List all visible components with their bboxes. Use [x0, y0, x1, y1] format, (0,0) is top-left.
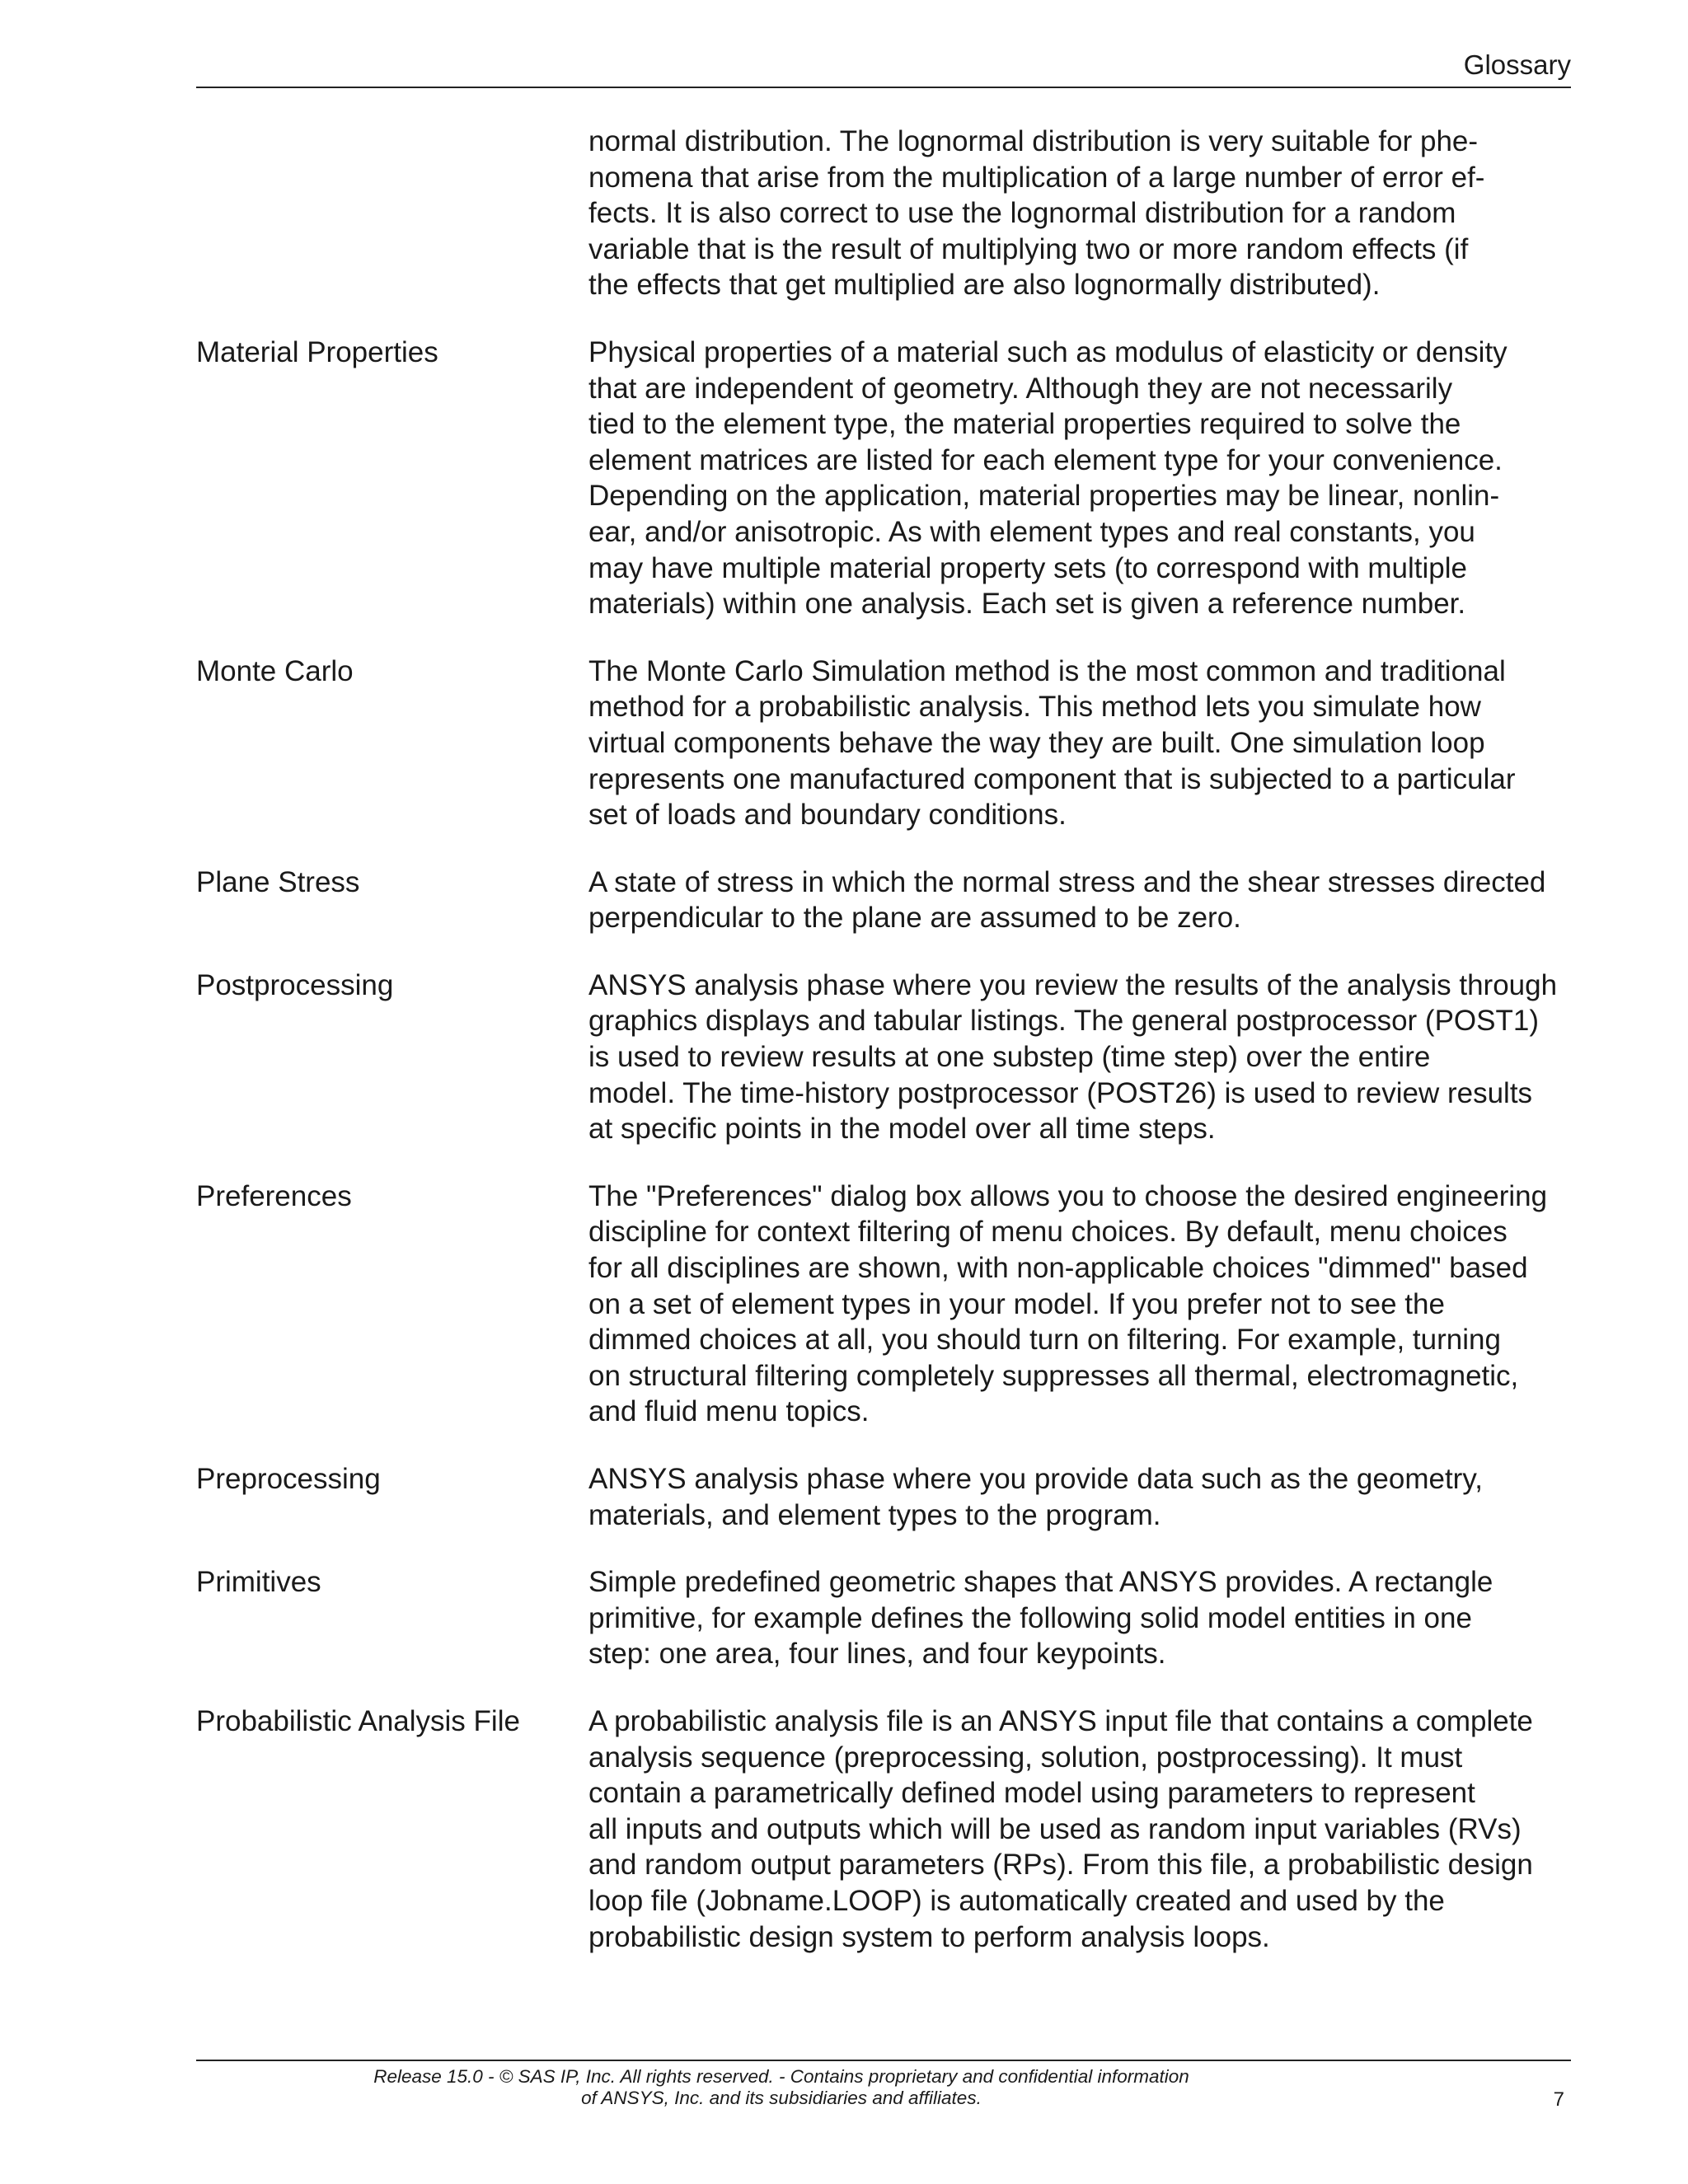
definition-line: graphics displays and tabular listings. The general postprocessor (POST1) — [588, 1005, 1539, 1038]
glossary-entry — [196, 654, 1571, 833]
glossary-definition — [588, 124, 1569, 303]
page-header — [196, 45, 1571, 88]
glossary-definition — [588, 335, 1569, 622]
glossary-entry — [196, 1179, 1571, 1430]
definition-line: probabilistic design system to perform analysis loops. — [588, 1920, 1270, 1953]
definition-line: analysis sequence (preprocessing, solution, postprocessing). It must — [588, 1741, 1463, 1774]
glossary-entry — [196, 335, 1571, 622]
definition-line: that are independent of geometry. Although they are not necessarily — [588, 372, 1453, 405]
definition-line: dimmed choices at all, you should turn on filtering. For example, turning — [588, 1324, 1501, 1357]
definition-line: The "Preferences" dialog box allows you to choose the desired engineering — [588, 1179, 1548, 1212]
definition-line: tied to the element type, the material properties required to solve the — [588, 408, 1461, 441]
glossary-definition — [588, 1179, 1569, 1430]
definition-line: represents one manufactured component that is subjected to a particular — [588, 762, 1516, 795]
glossary-entry — [196, 1564, 1571, 1672]
definition-line: contain a parametrically defined model using parameters to represent — [588, 1777, 1475, 1810]
definition-line: all inputs and outputs which will be used as random input variables (RVs) — [588, 1812, 1522, 1845]
definition-line: ANSYS analysis phase where you review the results of the analysis through — [588, 968, 1558, 1001]
glossary-term: Primitives — [196, 1566, 321, 1599]
definition-line: discipline for context filtering of menu choices. By default, menu choices — [588, 1216, 1507, 1249]
definition-line: Simple predefined geometric shapes that ANSYS provides. A rectangle — [588, 1566, 1493, 1599]
definition-line: method for a probabilistic analysis. This method lets you simulate how — [588, 691, 1481, 724]
glossary-definition — [588, 1704, 1569, 1955]
glossary-entry — [196, 968, 1571, 1147]
definition-line: may have multiple material property sets (to correspond with multiple — [588, 551, 1467, 584]
footer-copyright — [196, 2066, 1367, 2109]
glossary-definition — [588, 1564, 1569, 1672]
definition-line: on structural filtering completely suppresses all thermal, electromagnetic, — [588, 1359, 1519, 1392]
definition-line: fects. It is also correct to use the lognormal distribution for a random — [588, 197, 1456, 230]
definition-line: step: one area, four lines, and four keypoints. — [588, 1638, 1166, 1671]
glossary-definition — [588, 865, 1569, 936]
definition-line: is used to review results at one substep (time step) over the entire — [588, 1041, 1431, 1074]
glossary-list — [196, 124, 1571, 1986]
definition-line: virtual components behave the way they are built. One simulation loop — [588, 726, 1485, 759]
page-footer — [196, 2060, 1571, 2127]
glossary-entry — [196, 1704, 1571, 1955]
definition-line: The Monte Carlo Simulation method is the most common and traditional — [588, 654, 1506, 687]
glossary-term: Material Properties — [196, 335, 438, 368]
definition-line: ear, and/or anisotropic. As with element types and real constants, you — [588, 515, 1475, 548]
header-title: Glossary — [1463, 49, 1571, 80]
glossary-term: Preprocessing — [196, 1463, 381, 1495]
definition-line: materials) within one analysis. Each set is given a reference number. — [588, 588, 1466, 621]
definition-line: for all disciplines are shown, with non-applicable choices "dimmed" based — [588, 1252, 1528, 1285]
glossary-term: Probabilistic Analysis File — [196, 1704, 520, 1737]
definition-line: normal distribution. The lognormal distribution is very suitable for phe- — [588, 125, 1479, 157]
footer-line-2: of ANSYS, Inc. and its subsidiaries and affiliates. — [581, 2088, 982, 2108]
definition-line: ANSYS analysis phase where you provide data such as the geometry, — [588, 1463, 1483, 1495]
glossary-definition — [588, 968, 1569, 1147]
definition-line: on a set of element types in your model. If you prefer not to see the — [588, 1287, 1445, 1320]
glossary-term: Monte Carlo — [196, 654, 354, 687]
definition-line: and random output parameters (RPs). From this file, a probabilistic design — [588, 1849, 1533, 1882]
glossary-term: Postprocessing — [196, 968, 394, 1001]
glossary-definition — [588, 1461, 1569, 1533]
glossary-entry — [196, 865, 1571, 936]
footer-line-1: Release 15.0 - © SAS IP, Inc. All rights reserved. - Contains proprietary and confidential information — [373, 2066, 1189, 2087]
glossary-entry — [196, 124, 1571, 303]
definition-line: materials, and element types to the program. — [588, 1498, 1161, 1531]
definition-line: primitive, for example defines the following solid model entities in one — [588, 1601, 1472, 1634]
definition-line: variable that is the result of multiplying two or more random effects (if — [588, 232, 1469, 265]
definition-line: perpendicular to the plane are assumed to be zero. — [588, 902, 1241, 935]
glossary-entry — [196, 1461, 1571, 1533]
definition-line: model. The time-history postprocessor (POST26) is used to review results — [588, 1076, 1533, 1109]
definition-line: element matrices are listed for each element type for your convenience. — [588, 443, 1503, 476]
definition-line: at specific points in the model over all time steps. — [588, 1113, 1216, 1146]
definition-line: Depending on the application, material properties may be linear, nonlin- — [588, 480, 1500, 513]
definition-line: A state of stress in which the normal stress and the shear stresses directed — [588, 865, 1546, 898]
definition-line: A probabilistic analysis file is an ANSYS input file that contains a complete — [588, 1704, 1533, 1737]
definition-line: loop file (Jobname.LOOP) is automatically created and used by the — [588, 1884, 1445, 1917]
definition-line: the effects that get multiplied are also lognormally distributed). — [588, 269, 1381, 302]
glossary-definition — [588, 654, 1569, 833]
definition-line: and fluid menu topics. — [588, 1395, 870, 1428]
glossary-term: Plane Stress — [196, 865, 360, 898]
definition-line: Physical properties of a material such as modulus of elasticity or density — [588, 335, 1507, 368]
definition-line: set of loads and boundary conditions. — [588, 799, 1067, 832]
page-number: 7 — [1553, 2088, 1564, 2111]
glossary-term: Preferences — [196, 1179, 352, 1212]
definition-line: nomena that arise from the multiplication of a large number of error ef- — [588, 161, 1485, 194]
